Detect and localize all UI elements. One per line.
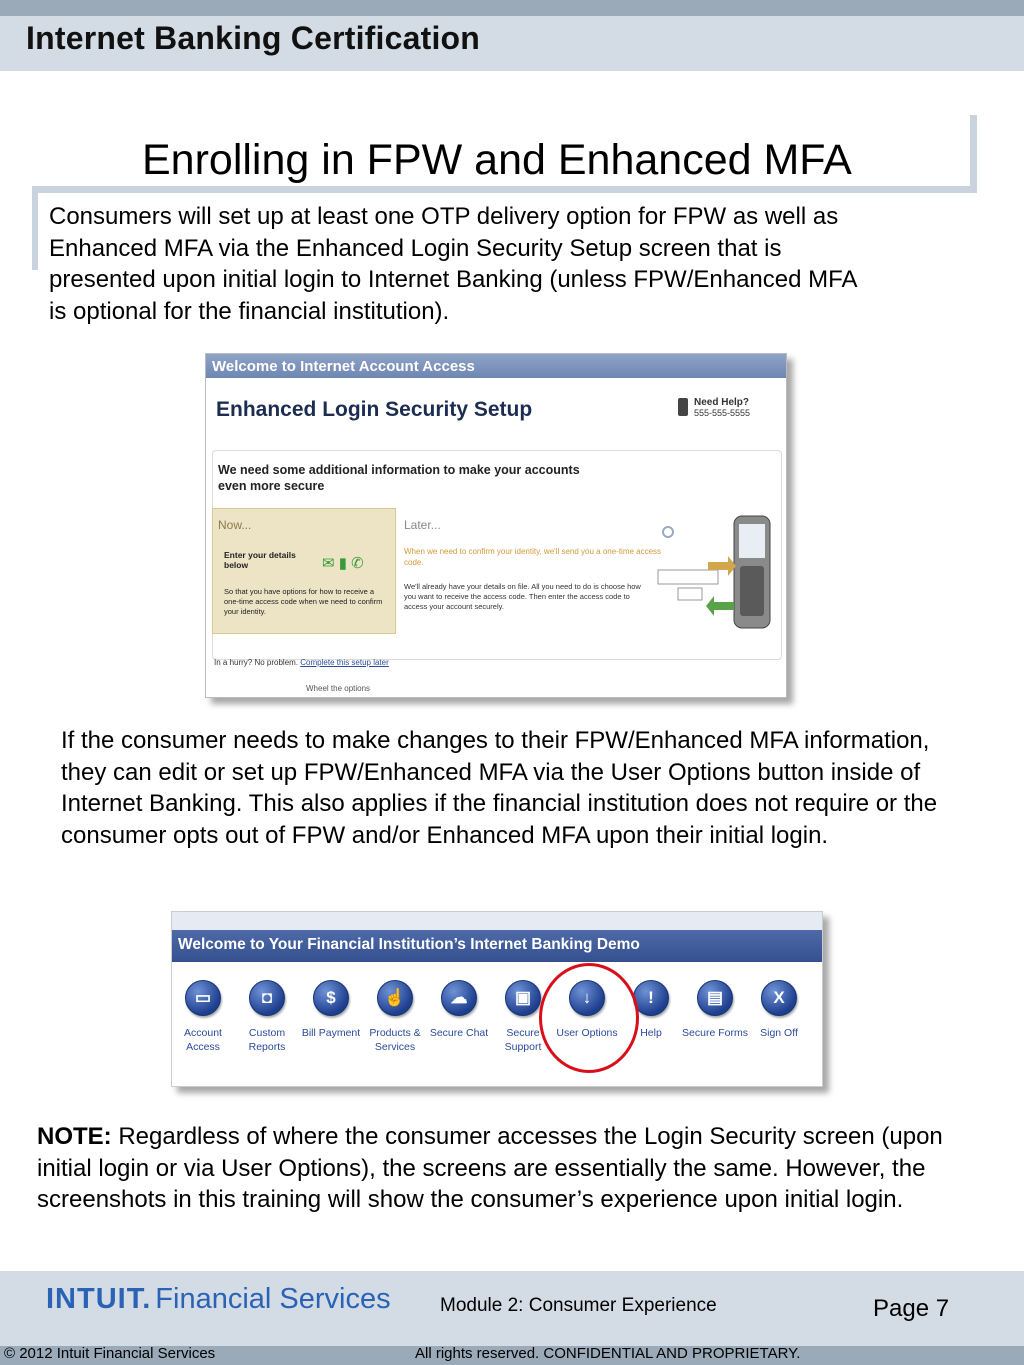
title-bracket-decoration (970, 115, 977, 193)
nav-icon: ☝ (377, 980, 413, 1016)
nav-icon: ▤ (697, 980, 733, 1016)
note-body: Regardless of where the consumer accesses the Login Security screen (upon initial login or via User Options), the screens are essentially the same. However, the screenshots in this training will show the consumer’s experience upon initial login. (37, 1123, 943, 1213)
nav-icon: ↓ (569, 980, 605, 1016)
logo-fs-text: Financial Services (155, 1283, 391, 1315)
nav-icon: ! (633, 980, 669, 1016)
internet-banking-nav-screenshot (171, 911, 823, 1087)
mobile-phone-illustration (656, 514, 776, 634)
nav-button-bill-payment[interactable] (298, 980, 364, 1040)
screenshot-top-band (172, 912, 822, 930)
nav-button-account-access[interactable] (171, 980, 236, 1054)
nav-label: Custom Reports (248, 1027, 286, 1053)
nav-button-sign-off[interactable] (746, 980, 812, 1040)
note-label: NOTE: (37, 1123, 112, 1150)
later-heading: Later... (404, 518, 441, 532)
header-title: Internet Banking Certification (26, 20, 481, 56)
enhanced-login-security-screenshot (205, 353, 787, 698)
screenshot-bar-text: Welcome to Internet Account Access (212, 358, 475, 375)
nav-icon: ☁ (441, 980, 477, 1016)
module-label: Module 2: Consumer Experience (440, 1295, 717, 1316)
nav-label: Help (640, 1027, 662, 1039)
slide-title: Enrolling in FPW and Enhanced MFA (142, 136, 852, 184)
need-help-info (694, 397, 750, 418)
cut-off-text: Wheel the options (306, 684, 371, 693)
title-bracket-decoration (32, 186, 38, 270)
page-number: Page 7 (873, 1295, 950, 1322)
intuit-financial-services-logo (46, 1283, 391, 1316)
nav-label: Secure Chat (429, 1027, 489, 1039)
user-options-highlight-circle (539, 963, 639, 1073)
nav-button-secure-chat[interactable] (426, 980, 492, 1040)
copyright-text: © 2012 Intuit Financial Services (4, 1345, 216, 1362)
need-help-phone: 555-555-5555 (694, 408, 751, 418)
intro-paragraph: Consumers will set up at least one OTP delivery option for FPW as well as Enhanced MFA via the Enhanced Login Security Setup screen that is presented upon initial login to Internet Banking (unless FPW/Enhanced MFA is optional for the financial institution). (49, 203, 857, 325)
later-highlight-text: When we need to confirm your identity, we'll send you a one-time access code. (404, 547, 662, 567)
nav-icon: X (761, 980, 797, 1016)
screenshot-bar-text: Welcome to Your Financial Institution’s Internet Banking Demo (178, 936, 640, 953)
nav-button-custom-reports[interactable] (234, 980, 300, 1054)
nav-label: Secure Forms (682, 1027, 748, 1039)
contact-method-icons: ✉ ▮ ✆ (322, 555, 364, 572)
title-bracket-decoration (32, 186, 977, 193)
setup-later-line (214, 658, 389, 667)
phone-icon (678, 398, 688, 416)
user-options-paragraph: If the consumer needs to make changes to their FPW/Enhanced MFA information, they can edit or set up FPW/Enhanced MFA via the User Options button inside of Internet Banking. This also applies if the financial institution does not require or the consumer opts out of FPW and/or Enhanced MFA upon their initial login. (61, 727, 938, 849)
nav-icon: ▭ (185, 980, 221, 1016)
nav-label: Account Access (184, 1027, 222, 1053)
hurry-text: In a hurry? No problem. (214, 658, 299, 667)
now-text: So that you have options for how to receive a one-time access code when we need to confirm your identity. (224, 587, 383, 616)
complete-setup-later-link[interactable]: Complete this setup later (300, 658, 389, 667)
rights-text: All rights reserved. CONFIDENTIAL AND PROPRIETARY. (415, 1345, 801, 1362)
now-heading: Now... (218, 518, 252, 532)
logo-intuit-text: INTUIT. (46, 1283, 152, 1315)
nav-label: User Options (556, 1027, 618, 1039)
later-text: We'll already have your details on file. All you need to do is choose how you want to receive the access code. Then enter the access code to access your account securely. (404, 582, 641, 611)
setup-lead-text: We need some additional information to make your accounts even more secure (218, 463, 580, 493)
nav-icon: ▣ (505, 980, 541, 1016)
screenshot-page-title: Enhanced Login Security Setup (216, 398, 533, 421)
nav-label: Sign Off (760, 1027, 798, 1039)
nav-button-secure-forms[interactable] (682, 980, 748, 1040)
need-help-title: Need Help? (694, 397, 750, 408)
nav-label: Bill Payment (301, 1027, 361, 1039)
now-bold-text: Enter your details below (224, 550, 296, 570)
nav-button-products-services[interactable] (362, 980, 428, 1054)
header-top-strip (0, 0, 1024, 16)
nav-label: Secure Support (504, 1027, 542, 1053)
note-paragraph (37, 1121, 987, 1216)
nav-icon: ◘ (249, 980, 285, 1016)
nav-icon: $ (313, 980, 349, 1016)
nav-label: Products & Services (369, 1027, 421, 1053)
